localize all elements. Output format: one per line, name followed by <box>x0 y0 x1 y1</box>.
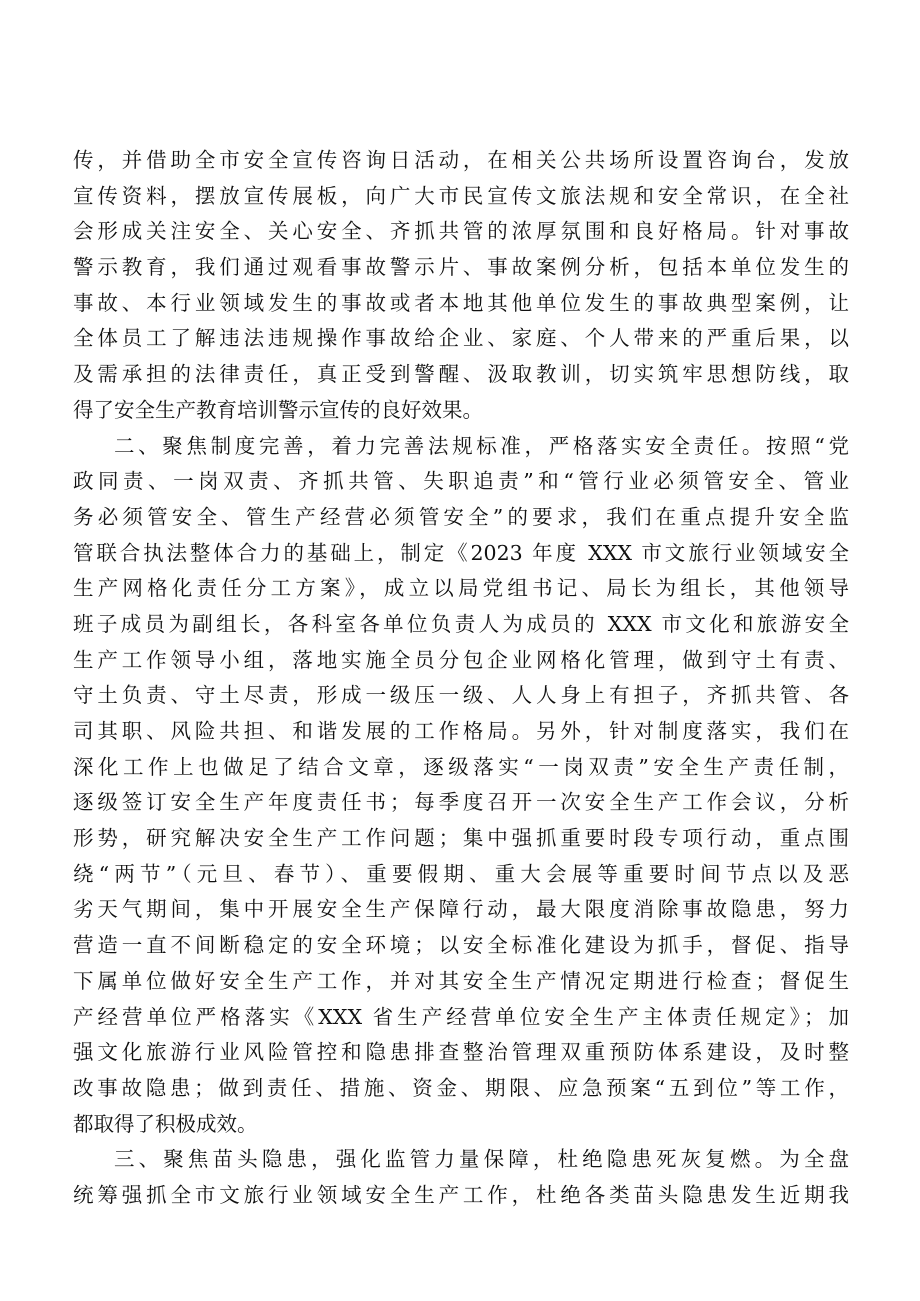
text-line: 绕“两节”（元旦、春节）、重要假期、重大会展等重要时间节点以及恶 <box>73 861 849 886</box>
text-line: 全体员工了解违法违规操作事故给企业、家庭、个人带来的严重后果，以 <box>73 326 849 351</box>
document-body <box>73 143 849 1214</box>
text-line: 及需承担的法律责任，真正受到警醒、汲取教训，切实筑牢思想防线，取 <box>73 362 849 387</box>
text-line: 政同责、一岗双责、齐抓共管、失职追责”和“管行业必须管安全、管业 <box>73 469 849 494</box>
text-line: 传，并借助全市安全宣传咨询日活动，在相关公共场所设置咨询台，发放 <box>73 148 849 172</box>
paragraph-p3 <box>73 1142 849 1213</box>
text-line: 宣传资料，摆放宣传展板，向广大市民宣传文旅法规和安全常识，在全社 <box>73 183 849 208</box>
text-line: 深化工作上也做足了结合文章，逐级落实“一岗双责”安全生产责任制， <box>73 754 849 779</box>
text-line: 事故、本行业领域发生的事故或者本地其他单位发生的事故典型案例，让 <box>73 290 849 315</box>
text-line: 司其职、风险共担、和谐发展的工作格局。另外，针对制度落实，我们在 <box>73 719 849 743</box>
text-line: 务必须管安全、管生产经营必须管安全”的要求，我们在重点提升安全监 <box>73 504 849 529</box>
text-line: 会形成关注安全、关心安全、齐抓共管的浓厚氛围和良好格局。针对事故 <box>73 219 849 244</box>
text-line: 得了安全生产教育培训警示宣传的良好效果。 <box>73 397 483 422</box>
text-line: 都取得了积极成效。 <box>73 1111 258 1136</box>
text-line: 生产网格化责任分工方案》，成立以局党组书记、局长为组长，其他领导 <box>73 576 849 601</box>
text-line: 管联合执法整体合力的基础上，制定《2023 年度 XXX 市文旅行业领域安全 <box>73 540 849 565</box>
text-line: 营造一直不间断稳定的安全环境；以安全标准化建设为抓手，督促、指导 <box>73 933 849 958</box>
text-line: 统筹强抓全市文旅行业领域安全生产工作，杜绝各类苗头隐患发生近期我 <box>73 1182 849 1207</box>
text-line: 改事故隐患；做到责任、措施、资金、期限、应急预案“五到位”等工作， <box>73 1075 849 1100</box>
text-line: 守土负责、守土尽责，形成一级压一级、人人身上有担子，齐抓共管、各 <box>73 683 849 708</box>
text-line: 班子成员为副组长，各科室各单位负责人为成员的 XXX 市文化和旅游安全 <box>73 611 849 636</box>
text-line: 产经营单位严格落实《XXX 省生产经营单位安全生产主体责任规定》；加 <box>73 1004 849 1029</box>
text-line: 三、聚焦苗头隐患，强化监管力量保障，杜绝隐患死灰复燃。为全盘 <box>114 1147 849 1172</box>
text-line: 劣天气期间，集中开展安全生产保障行动，最大限度消除事故隐患，努力 <box>73 897 849 922</box>
paragraph-p1 <box>73 143 849 429</box>
text-line: 警示教育，我们通过观看事故警示片、事故案例分析，包括本单位发生的 <box>73 255 849 280</box>
text-line: 形势，研究解决安全生产工作问题；集中强抓重要时段专项行动，重点围 <box>73 826 849 851</box>
text-line: 强文化旅游行业风险管控和隐患排查整治管理双重预防体系建设，及时整 <box>73 1040 849 1065</box>
paragraph-p2 <box>73 429 849 1143</box>
text-line: 逐级签订安全生产年度责任书；每季度召开一次安全生产工作会议，分析 <box>73 790 849 815</box>
text-line: 生产工作领导小组，落地实施全员分包企业网格化管理，做到守土有责、 <box>73 647 849 672</box>
text-line: 二、聚焦制度完善，着力完善法规标准，严格落实安全责任。按照“党 <box>114 433 849 458</box>
text-line: 下属单位做好安全生产工作，并对其安全生产情况定期进行检查；督促生 <box>73 968 849 993</box>
